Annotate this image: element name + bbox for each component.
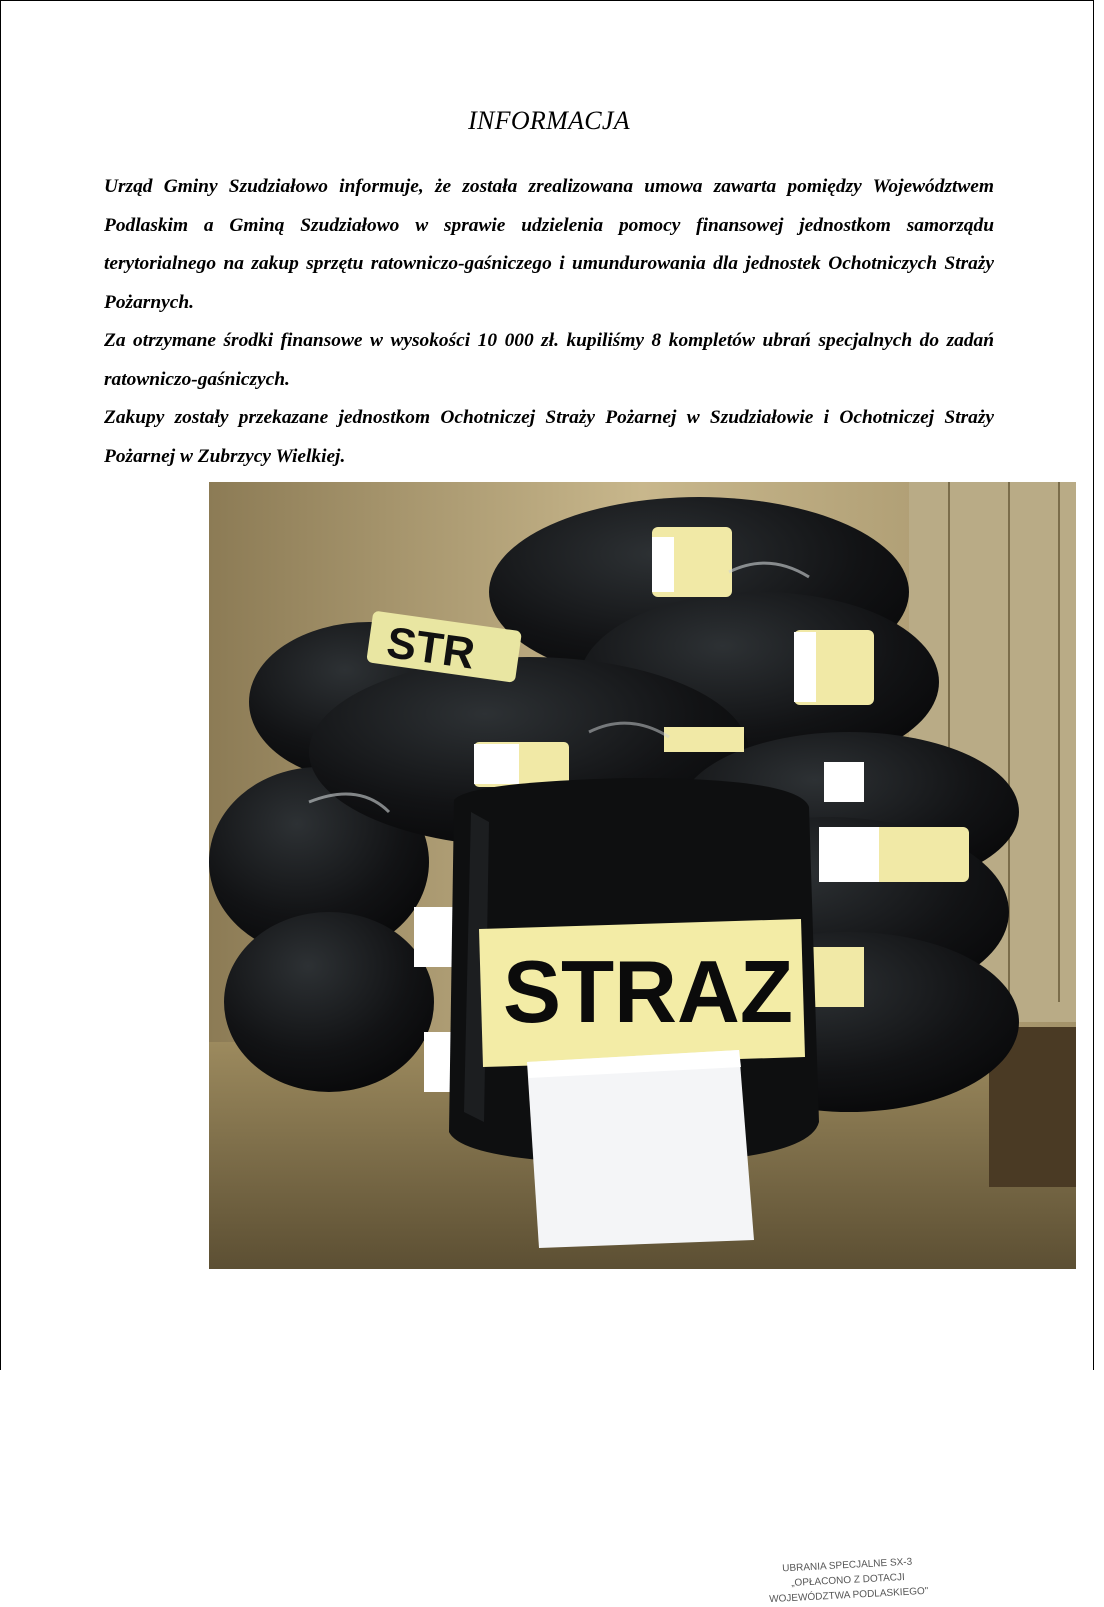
document-title: INFORMACJA: [468, 106, 630, 135]
card-line-1: UBRANIA SPECJALNE SX-3: [781, 1556, 913, 1575]
card-line-3: WOJEWÓDZTWA PODLASKIEGO": [768, 1585, 929, 1606]
page-border-left: [0, 0, 1, 1370]
page-border-right: [1093, 0, 1094, 1370]
paragraph-funds: Za otrzymane środki finansowe w wysokości 10 000 zł. kupiliśmy 8 kompletów ubrań specjalnych do zadań ratowniczo-gaśniczych.: [104, 330, 994, 390]
card-line-2: „OPŁACONO Z DOTACJI: [790, 1572, 906, 1589]
paragraph-transfer: Zakupy zostały przekazane jednostkom Ochotniczej Straży Pożarnej w Szudziałowie i Ochotniczej Straży Pożarnej w Zubrzycy Wielkiej.: [104, 407, 994, 467]
photo-drawing: [209, 482, 1076, 1269]
paragraph-agreement: Urząd Gminy Szudziałowo informuje, że została zrealizowana umowa zawarta pomiędzy Województwem Podlaskim a Gminą Szudziałowo w sprawie udzielenia pomocy finansowej jednostkom samorządu terytorialnego na zakup sprzętu ratowniczo-gaśniczego i umundurowania dla jednostek Ochotniczych Straży Pożarnych.: [104, 176, 994, 313]
bag-label-partial: STR: [383, 617, 478, 679]
photo-card-caption: [763, 1554, 933, 1607]
document-body: [104, 168, 994, 476]
page-border-top: [0, 0, 1094, 1]
photo-uniform-bags: [209, 482, 1076, 1606]
bag-label-straz: STRAZ: [503, 942, 793, 1041]
